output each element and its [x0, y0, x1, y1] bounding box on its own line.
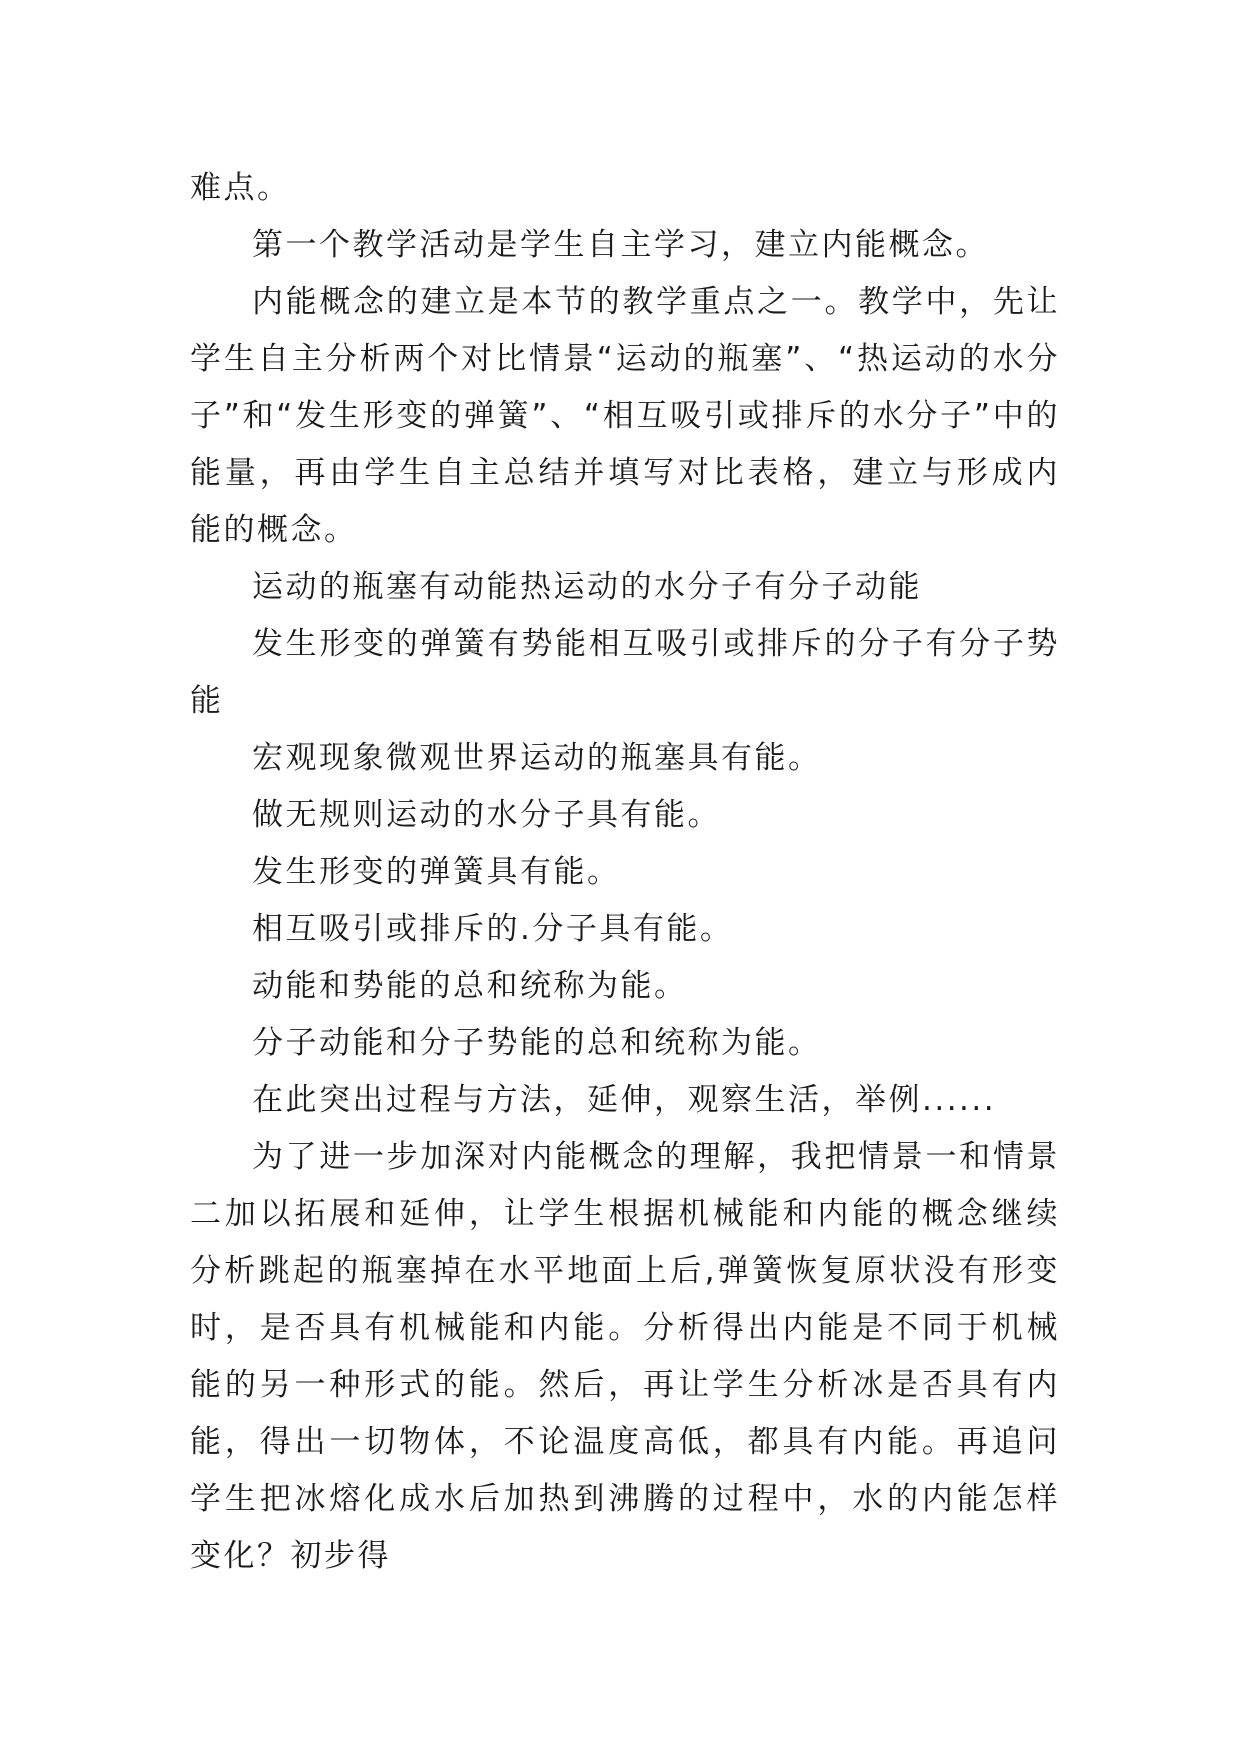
paragraph-table-row-2: 发生形变的弹簧有势能相互吸引或排斥的分子有分子势能 — [190, 626, 1060, 719]
paragraph-macro-micro: 宏观现象微观世界运动的瓶塞具有能。 — [252, 740, 822, 776]
paragraph-activity-one: 第一个教学活动是学生自主学习，建立内能概念。 — [252, 227, 989, 263]
paragraph-concept-building: 内能概念的建立是本节的教学重点之一。教学中，先让学生自主分析两个对比情景“运动的瓶塞”、“热运动的水分子”和“发生形变的弹簧”、“相互吸引或排斥的水分子”中的能量，再由学生自主总结并填写对比表格，建立与形成内能的概念。 — [190, 284, 1060, 548]
paragraph-deepen: 为了进一步加深对内能概念的理解，我把情景一和情景二加以拓展和延伸，让学生根据机械能和内能的概念继续分析跳起的瓶塞掉在水平地面上后,弹簧恢复原状没有形变时，是否具有机械能和内能。分析得出内能是不同于机械能的另一种形式的能。然后，再让学生分析冰是否具有内能，得出一切物体，不论温度高低，都具有内能。再追问学生把冰熔化成水后加热到沸腾的过程中，水的内能怎样变化？初步得 — [190, 1139, 1060, 1574]
paragraph-water-molecule: 做无规则运动的水分子具有能。 — [252, 797, 721, 833]
paragraph-spring: 发生形变的弹簧具有能。 — [252, 854, 621, 890]
paragraph-process-method: 在此突出过程与方法，延伸，观察生活，举例...... — [252, 1082, 997, 1118]
paragraph-molecular-energy: 分子动能和分子势能的总和统称为能。 — [252, 1025, 822, 1061]
paragraph-difficulty: 难点。 — [190, 170, 291, 206]
paragraph-table-row-1: 运动的瓶塞有动能热运动的水分子有分子动能 — [252, 569, 922, 605]
paragraph-kinetic-potential: 动能和势能的总和统称为能。 — [252, 968, 688, 1004]
document-body — [190, 160, 1060, 1585]
paragraph-attract-repel: 相互吸引或排斥的.分子具有能。 — [252, 911, 734, 947]
